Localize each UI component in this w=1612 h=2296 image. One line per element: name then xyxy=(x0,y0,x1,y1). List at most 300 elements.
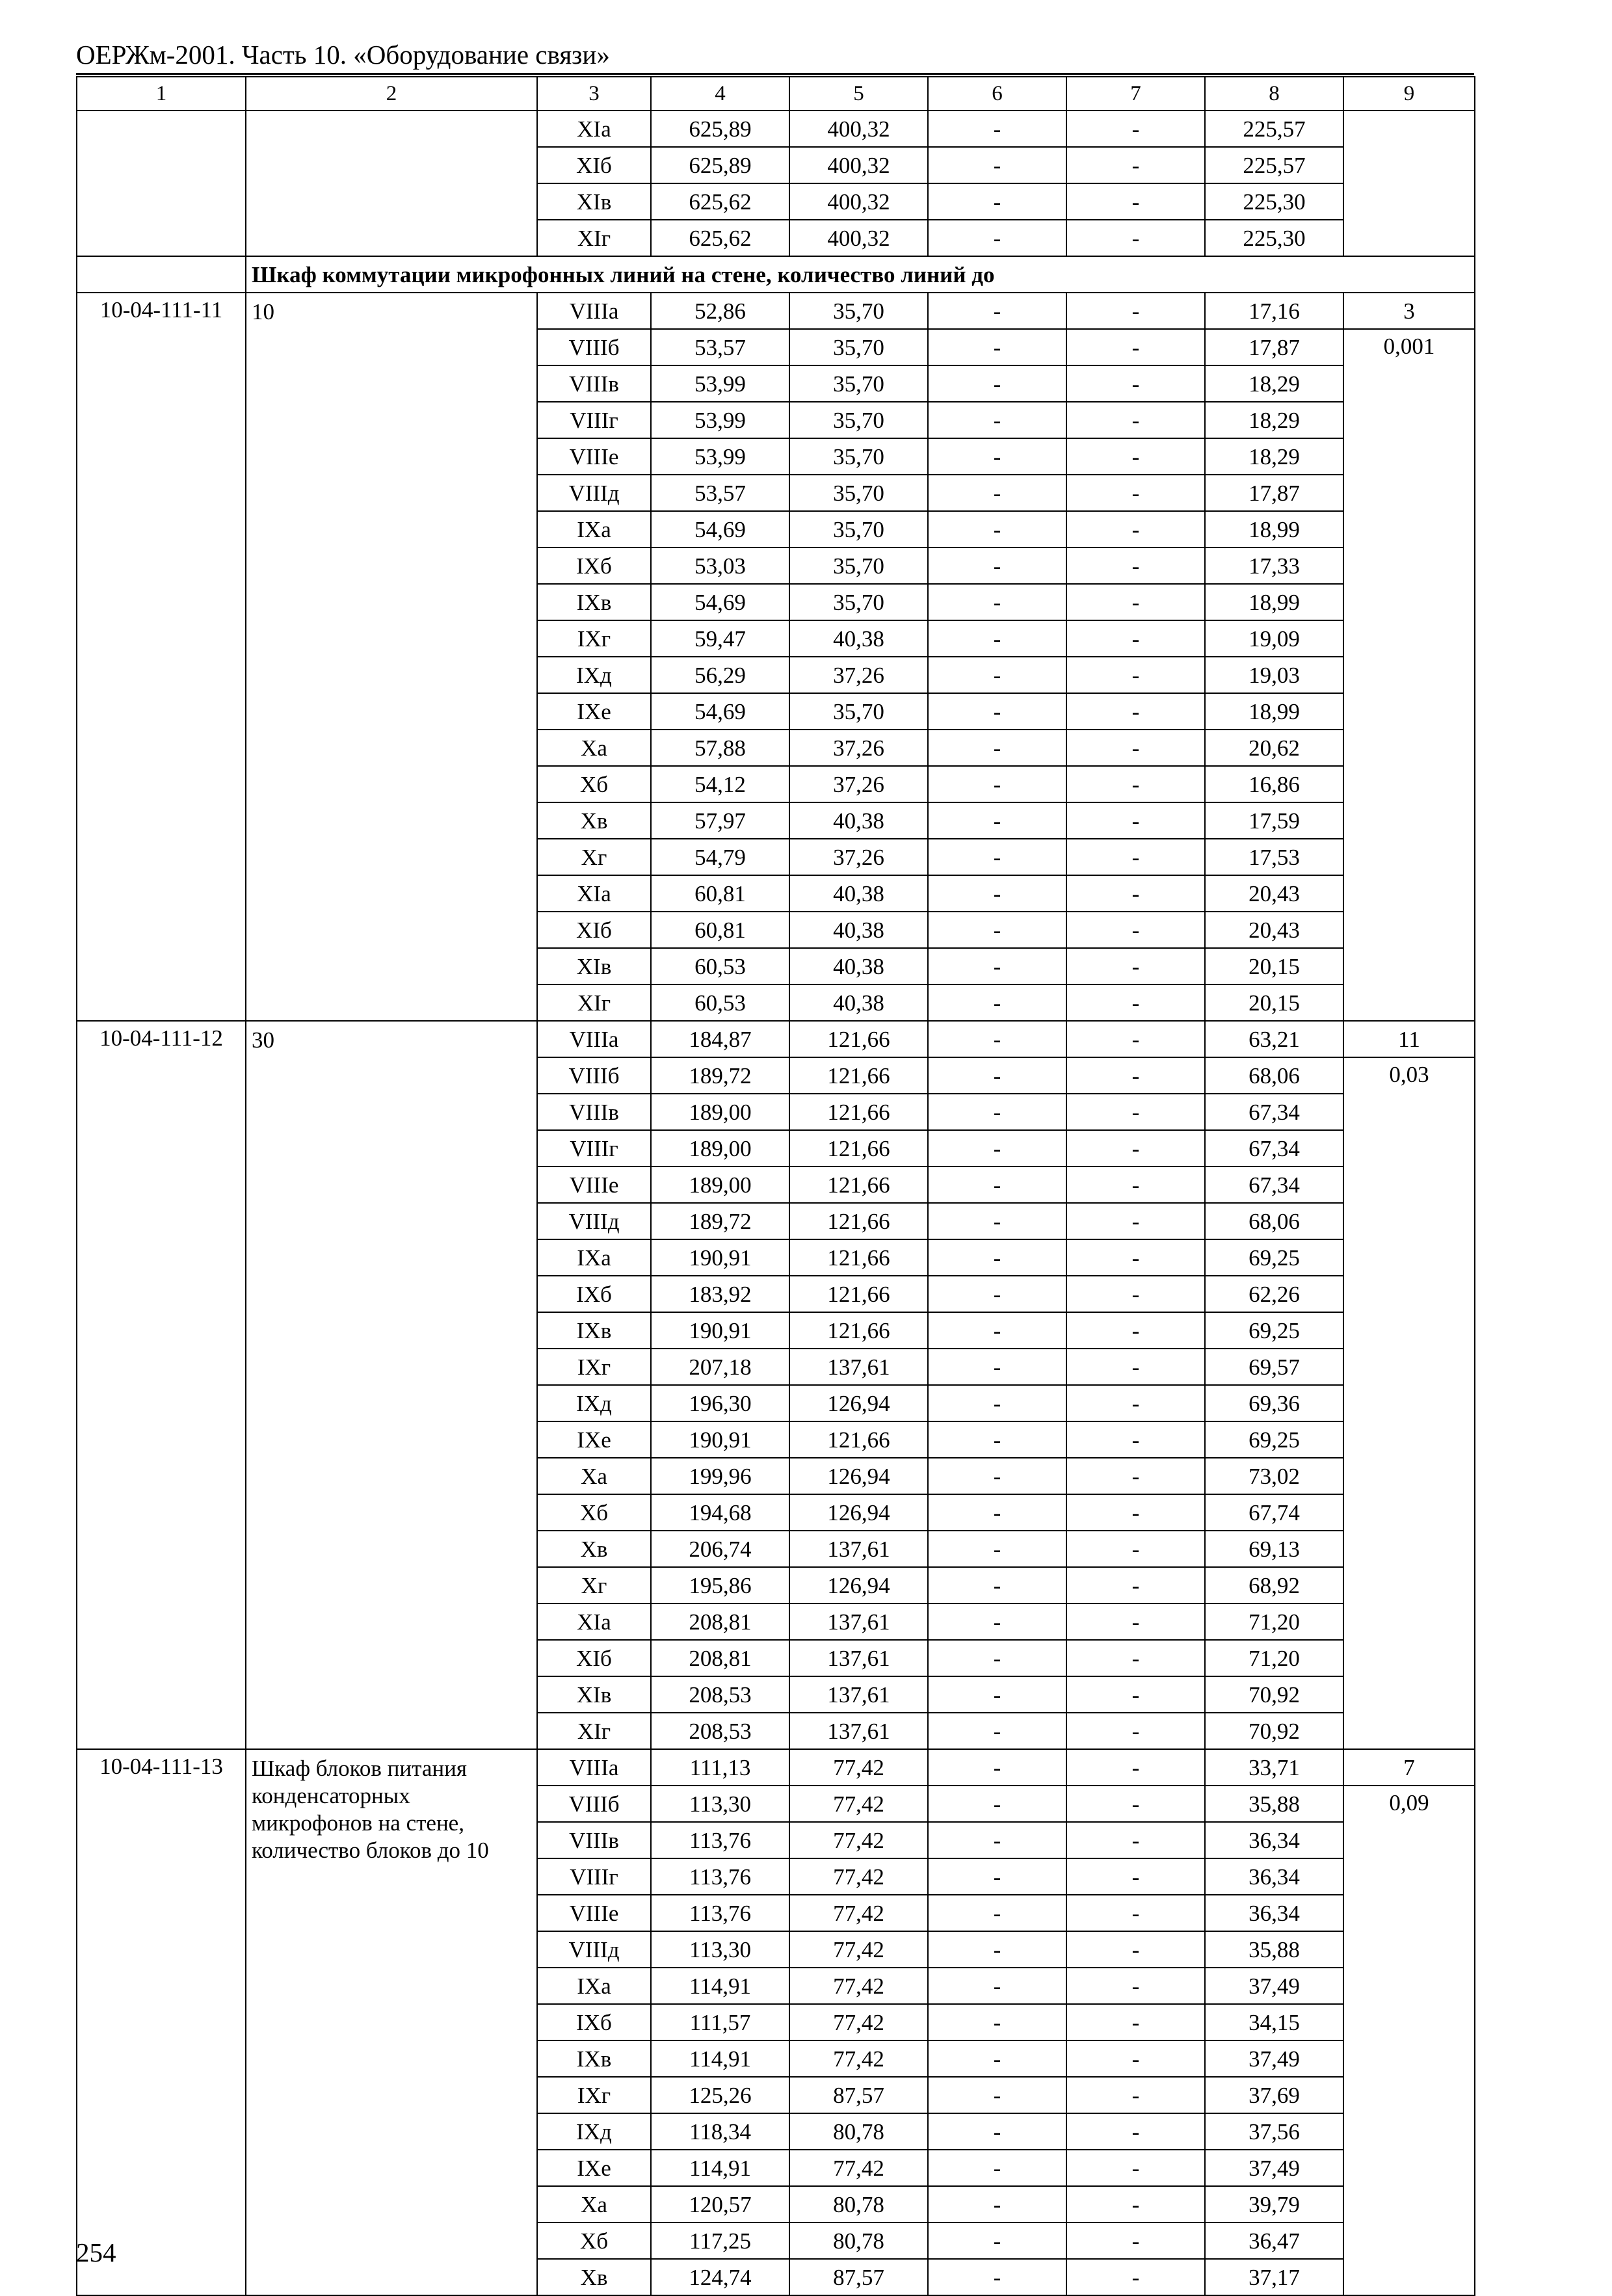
cell-materials: 73,02 xyxy=(1205,1458,1343,1494)
cell-machinist-wages: - xyxy=(1066,1167,1205,1203)
column-number: 5 xyxy=(789,77,928,111)
cell-total-cost: 53,99 xyxy=(651,365,789,402)
cell-wages: 121,66 xyxy=(789,1021,928,1057)
cell-zone: IXб xyxy=(537,548,651,584)
cell-total-cost: 208,81 xyxy=(651,1603,789,1640)
table-row xyxy=(77,1749,1475,1786)
cell-materials: 37,69 xyxy=(1205,2077,1343,2113)
cell-machinist-wages: - xyxy=(1066,1531,1205,1567)
cell-wages: 126,94 xyxy=(789,1385,928,1421)
cell-machinist-wages: - xyxy=(1066,1749,1205,1786)
cell-machine-cost: - xyxy=(928,1057,1066,1094)
cell-machinist-wages: - xyxy=(1066,1239,1205,1276)
estimate-table xyxy=(76,76,1475,2296)
cell-total-cost: 625,62 xyxy=(651,183,789,220)
cell-zone: Xб xyxy=(537,1494,651,1531)
cell-zone: IXв xyxy=(537,1312,651,1349)
cell-machine-cost: - xyxy=(928,948,1066,984)
cell-zone: Xа xyxy=(537,1458,651,1494)
cell-total-cost: 53,99 xyxy=(651,438,789,475)
cell-machinist-wages: - xyxy=(1066,1349,1205,1385)
cell-total-cost: 190,91 xyxy=(651,1421,789,1458)
section-heading-row xyxy=(77,256,1475,293)
cell-materials: 68,06 xyxy=(1205,1203,1343,1239)
table-row xyxy=(77,1021,1475,1057)
cell-machine-cost: - xyxy=(928,511,1066,548)
cell-total-cost: 54,79 xyxy=(651,839,789,875)
cell-machinist-wages: - xyxy=(1066,1312,1205,1349)
cell-machinist-wages: - xyxy=(1066,693,1205,730)
cell-zone: XIв xyxy=(537,183,651,220)
cell-wages: 77,42 xyxy=(789,2004,928,2040)
cell-machine-cost: - xyxy=(928,1786,1066,1822)
cell-machine-cost: - xyxy=(928,1130,1066,1167)
cell-machine-cost: - xyxy=(928,1458,1066,1494)
cell-machine-cost: - xyxy=(928,620,1066,657)
cell-machine-cost: - xyxy=(928,1167,1066,1203)
cell-zone: IXе xyxy=(537,1421,651,1458)
cell-machine-cost: - xyxy=(928,2259,1066,2295)
cell-zone: XIа xyxy=(537,1603,651,1640)
cell-wages: 40,38 xyxy=(789,620,928,657)
cell-materials: 71,20 xyxy=(1205,1640,1343,1676)
cell-machine-cost: - xyxy=(928,1276,1066,1312)
cell-total-cost: 114,91 xyxy=(651,1968,789,2004)
cell-machine-cost: - xyxy=(928,1203,1066,1239)
cell-total-cost: 208,53 xyxy=(651,1713,789,1749)
cell-machine-cost: - xyxy=(928,584,1066,620)
cell-materials: 19,09 xyxy=(1205,620,1343,657)
cell-machine-cost: - xyxy=(928,1385,1066,1421)
cell-zone: XIг xyxy=(537,220,651,256)
cell-zone: IXе xyxy=(537,693,651,730)
cell-total-cost: 113,30 xyxy=(651,1786,789,1822)
cell-materials: 69,25 xyxy=(1205,1312,1343,1349)
cell-machinist-wages: - xyxy=(1066,875,1205,912)
cell-wages: 77,42 xyxy=(789,1786,928,1822)
cell-total-cost: 189,72 xyxy=(651,1203,789,1239)
cell-wages: 40,38 xyxy=(789,875,928,912)
cell-machinist-wages: - xyxy=(1066,438,1205,475)
cell-total-cost: 117,25 xyxy=(651,2223,789,2259)
cell-wages: 35,70 xyxy=(789,438,928,475)
cell-machinist-wages: - xyxy=(1066,766,1205,802)
cell-wages: 37,26 xyxy=(789,657,928,693)
cell-total-cost: 190,91 xyxy=(651,1239,789,1276)
cell-wages: 35,70 xyxy=(789,402,928,438)
cell-wages: 37,26 xyxy=(789,766,928,802)
cell-materials: 225,57 xyxy=(1205,111,1343,147)
cell-total-cost: 60,81 xyxy=(651,912,789,948)
cell-total-cost: 208,53 xyxy=(651,1676,789,1713)
cell-total-cost: 111,57 xyxy=(651,2004,789,2040)
cell-machinist-wages: - xyxy=(1066,475,1205,511)
cell-total-cost: 124,74 xyxy=(651,2259,789,2295)
cell-total-cost: 53,99 xyxy=(651,402,789,438)
cell-total-cost: 189,00 xyxy=(651,1130,789,1167)
cell-zone: XIв xyxy=(537,1676,651,1713)
cell-total-cost: 60,53 xyxy=(651,948,789,984)
cell-total-cost: 125,26 xyxy=(651,2077,789,2113)
cell-materials: 225,30 xyxy=(1205,183,1343,220)
cell-total-cost: 184,87 xyxy=(651,1021,789,1057)
cell-wages: 80,78 xyxy=(789,2113,928,2150)
cell-wages: 137,61 xyxy=(789,1713,928,1749)
cell-zone: XIг xyxy=(537,984,651,1021)
column-number: 9 xyxy=(1343,77,1475,111)
cell-zone: VIIIб xyxy=(537,329,651,365)
cell-zone: IXд xyxy=(537,2113,651,2150)
cell-zone: VIIIа xyxy=(537,1021,651,1057)
cell-wages: 80,78 xyxy=(789,2223,928,2259)
cell-materials: 20,62 xyxy=(1205,730,1343,766)
cell-machinist-wages: - xyxy=(1066,1385,1205,1421)
cell-materials: 18,99 xyxy=(1205,584,1343,620)
cell-machinist-wages: - xyxy=(1066,1276,1205,1312)
cell-machine-cost: - xyxy=(928,2113,1066,2150)
cell-zone: VIIIг xyxy=(537,402,651,438)
cell-zone: XIб xyxy=(537,912,651,948)
cell-machinist-wages: - xyxy=(1066,1021,1205,1057)
cell-col9-value: 7 xyxy=(1343,1749,1475,1786)
cell-machinist-wages: - xyxy=(1066,2113,1205,2150)
cell-materials: 18,29 xyxy=(1205,365,1343,402)
cell-materials: 20,15 xyxy=(1205,948,1343,984)
cell-wages: 77,42 xyxy=(789,1822,928,1858)
cell-total-cost: 208,81 xyxy=(651,1640,789,1676)
cell-total-cost: 53,03 xyxy=(651,548,789,584)
cell-machinist-wages: - xyxy=(1066,365,1205,402)
cell-zone: Xг xyxy=(537,839,651,875)
cell-wages: 77,42 xyxy=(789,1749,928,1786)
cell-machinist-wages: - xyxy=(1066,1458,1205,1494)
cell-machinist-wages: - xyxy=(1066,984,1205,1021)
cell-machinist-wages: - xyxy=(1066,1203,1205,1239)
cell-zone: VIIIе xyxy=(537,1167,651,1203)
cell-zone: XIб xyxy=(537,1640,651,1676)
cell-zone: IXв xyxy=(537,2040,651,2077)
cell-machinist-wages: - xyxy=(1066,183,1205,220)
cell-wages: 77,42 xyxy=(789,2040,928,2077)
cell-total-cost: 54,12 xyxy=(651,766,789,802)
cell-materials: 67,34 xyxy=(1205,1094,1343,1130)
cell-machine-cost: - xyxy=(928,1676,1066,1713)
cell-machine-cost: - xyxy=(928,548,1066,584)
cell-zone: VIIIб xyxy=(537,1786,651,1822)
cell-machine-cost: - xyxy=(928,183,1066,220)
cell-machinist-wages: - xyxy=(1066,111,1205,147)
cell-zone: XIа xyxy=(537,111,651,147)
cell-total-cost: 54,69 xyxy=(651,584,789,620)
cell-materials: 69,13 xyxy=(1205,1531,1343,1567)
cell-total-cost: 113,76 xyxy=(651,1895,789,1931)
cell-total-cost: 59,47 xyxy=(651,620,789,657)
cell-zone: XIв xyxy=(537,948,651,984)
cell-materials: 37,56 xyxy=(1205,2113,1343,2150)
cell-total-cost: 53,57 xyxy=(651,475,789,511)
cell-total-cost: 195,86 xyxy=(651,1567,789,1603)
cell-wages: 40,38 xyxy=(789,802,928,839)
cell-machine-cost: - xyxy=(928,1603,1066,1640)
cell-col9-value: 0,001 xyxy=(1343,329,1475,1021)
cell-total-cost: 206,74 xyxy=(651,1531,789,1567)
cell-wages: 121,66 xyxy=(789,1130,928,1167)
cell-total-cost: 625,89 xyxy=(651,147,789,183)
cell-wages: 37,26 xyxy=(789,730,928,766)
cell-machine-cost: - xyxy=(928,1239,1066,1276)
cell-zone: IXд xyxy=(537,657,651,693)
cell-code: 10-04-111-13 xyxy=(77,1749,246,2295)
cell-wages: 40,38 xyxy=(789,984,928,1021)
cell-machine-cost: - xyxy=(928,1312,1066,1349)
cell-total-cost: 207,18 xyxy=(651,1349,789,1385)
cell-total-cost: 57,88 xyxy=(651,730,789,766)
cell-name: Шкаф блоков питания конденсаторных микрофонов на стене, количество блоков до 10 xyxy=(246,1749,537,2295)
cell-materials: 69,25 xyxy=(1205,1239,1343,1276)
cell-zone: IXа xyxy=(537,1239,651,1276)
cell-zone: VIIIг xyxy=(537,1858,651,1895)
cell-name: 30 xyxy=(246,1021,537,1749)
cell-machine-cost: - xyxy=(928,657,1066,693)
cell-zone: XIб xyxy=(537,147,651,183)
cell-name: 10 xyxy=(246,293,537,1021)
cell-machinist-wages: - xyxy=(1066,584,1205,620)
cell-machine-cost: - xyxy=(928,1968,1066,2004)
cell-machinist-wages: - xyxy=(1066,948,1205,984)
cell-zone: IXе xyxy=(537,2150,651,2186)
cell-machinist-wages: - xyxy=(1066,839,1205,875)
cell-total-cost: 189,72 xyxy=(651,1057,789,1094)
header-rule xyxy=(76,73,1474,75)
cell-machinist-wages: - xyxy=(1066,220,1205,256)
cell-machine-cost: - xyxy=(928,402,1066,438)
cell-zone: IXб xyxy=(537,1276,651,1312)
cell-materials: 17,33 xyxy=(1205,548,1343,584)
column-number: 8 xyxy=(1205,77,1343,111)
cell-wages: 35,70 xyxy=(789,693,928,730)
cell-machinist-wages: - xyxy=(1066,1567,1205,1603)
cell-total-cost: 625,89 xyxy=(651,111,789,147)
cell-machinist-wages: - xyxy=(1066,802,1205,839)
cell-wages: 400,32 xyxy=(789,183,928,220)
cell-name-empty xyxy=(246,111,537,256)
page-number: 254 xyxy=(76,2237,116,2267)
cell-zone: VIIIе xyxy=(537,1895,651,1931)
column-number: 4 xyxy=(651,77,789,111)
cell-materials: 36,34 xyxy=(1205,1895,1343,1931)
cell-col9-value: 3 xyxy=(1343,293,1475,329)
cell-machinist-wages: - xyxy=(1066,912,1205,948)
cell-machine-cost: - xyxy=(928,1931,1066,1968)
cell-materials: 33,71 xyxy=(1205,1749,1343,1786)
cell-machine-cost: - xyxy=(928,1895,1066,1931)
cell-zone: Xа xyxy=(537,730,651,766)
cell-machinist-wages: - xyxy=(1066,1494,1205,1531)
cell-machinist-wages: - xyxy=(1066,147,1205,183)
cell-materials: 67,34 xyxy=(1205,1167,1343,1203)
cell-zone: VIIIб xyxy=(537,1057,651,1094)
cell-machine-cost: - xyxy=(928,839,1066,875)
cell-wages: 121,66 xyxy=(789,1094,928,1130)
cell-materials: 20,43 xyxy=(1205,912,1343,948)
cell-machine-cost: - xyxy=(928,2223,1066,2259)
cell-wages: 121,66 xyxy=(789,1203,928,1239)
cell-materials: 70,92 xyxy=(1205,1676,1343,1713)
cell-machine-cost: - xyxy=(928,1494,1066,1531)
cell-zone: Xб xyxy=(537,766,651,802)
cell-materials: 35,88 xyxy=(1205,1786,1343,1822)
cell-wages: 126,94 xyxy=(789,1458,928,1494)
cell-materials: 18,29 xyxy=(1205,438,1343,475)
table-row xyxy=(77,293,1475,329)
cell-machinist-wages: - xyxy=(1066,730,1205,766)
cell-machine-cost: - xyxy=(928,2150,1066,2186)
cell-wages: 35,70 xyxy=(789,365,928,402)
cell-machine-cost: - xyxy=(928,365,1066,402)
cell-machine-cost: - xyxy=(928,2004,1066,2040)
cell-wages: 137,61 xyxy=(789,1349,928,1385)
cell-zone: Xг xyxy=(537,1567,651,1603)
cell-machinist-wages: - xyxy=(1066,511,1205,548)
cell-col9-empty xyxy=(1343,111,1475,256)
cell-machine-cost: - xyxy=(928,2040,1066,2077)
cell-machine-cost: - xyxy=(928,1567,1066,1603)
cell-wages: 77,42 xyxy=(789,1968,928,2004)
cell-machine-cost: - xyxy=(928,766,1066,802)
cell-total-cost: 57,97 xyxy=(651,802,789,839)
cell-machine-cost: - xyxy=(928,912,1066,948)
cell-materials: 18,99 xyxy=(1205,511,1343,548)
column-number: 2 xyxy=(246,77,537,111)
cell-machine-cost: - xyxy=(928,475,1066,511)
cell-zone: VIIIе xyxy=(537,438,651,475)
cell-materials: 19,03 xyxy=(1205,657,1343,693)
cell-machinist-wages: - xyxy=(1066,1822,1205,1858)
cell-machinist-wages: - xyxy=(1066,2223,1205,2259)
column-number: 7 xyxy=(1066,77,1205,111)
cell-total-cost: 54,69 xyxy=(651,511,789,548)
cell-zone: Xб xyxy=(537,2223,651,2259)
cell-zone: IXг xyxy=(537,1349,651,1385)
cell-wages: 121,66 xyxy=(789,1276,928,1312)
cell-total-cost: 199,96 xyxy=(651,1458,789,1494)
cell-machine-cost: - xyxy=(928,1531,1066,1567)
cell-wages: 121,66 xyxy=(789,1167,928,1203)
cell-machine-cost: - xyxy=(928,1421,1066,1458)
cell-code-empty xyxy=(77,111,246,256)
cell-machinist-wages: - xyxy=(1066,1713,1205,1749)
column-number: 1 xyxy=(77,77,246,111)
cell-materials: 67,74 xyxy=(1205,1494,1343,1531)
cell-total-cost: 52,86 xyxy=(651,293,789,329)
cell-materials: 70,92 xyxy=(1205,1713,1343,1749)
cell-wages: 80,78 xyxy=(789,2186,928,2223)
cell-machinist-wages: - xyxy=(1066,1895,1205,1931)
cell-total-cost: 54,69 xyxy=(651,693,789,730)
cell-total-cost: 190,91 xyxy=(651,1312,789,1349)
cell-zone: Xв xyxy=(537,2259,651,2295)
cell-materials: 69,36 xyxy=(1205,1385,1343,1421)
cell-total-cost: 183,92 xyxy=(651,1276,789,1312)
cell-total-cost: 114,91 xyxy=(651,2040,789,2077)
cell-machinist-wages: - xyxy=(1066,548,1205,584)
cell-materials: 37,17 xyxy=(1205,2259,1343,2295)
cell-zone: IXд xyxy=(537,1385,651,1421)
cell-materials: 18,29 xyxy=(1205,402,1343,438)
cell-wages: 121,66 xyxy=(789,1421,928,1458)
cell-zone: IXа xyxy=(537,1968,651,2004)
cell-machinist-wages: - xyxy=(1066,1057,1205,1094)
cell-machinist-wages: - xyxy=(1066,1421,1205,1458)
cell-wages: 77,42 xyxy=(789,1931,928,1968)
cell-col9-value: 0,03 xyxy=(1343,1057,1475,1749)
cell-wages: 35,70 xyxy=(789,548,928,584)
cell-code: 10-04-111-12 xyxy=(77,1021,246,1749)
cell-machinist-wages: - xyxy=(1066,2186,1205,2223)
cell-materials: 17,16 xyxy=(1205,293,1343,329)
cell-zone: VIIIд xyxy=(537,475,651,511)
cell-zone: IXг xyxy=(537,2077,651,2113)
cell-machine-cost: - xyxy=(928,875,1066,912)
cell-materials: 69,25 xyxy=(1205,1421,1343,1458)
section-code-empty xyxy=(77,256,246,293)
cell-total-cost: 114,91 xyxy=(651,2150,789,2186)
cell-materials: 69,57 xyxy=(1205,1349,1343,1385)
cell-zone: VIIIа xyxy=(537,1749,651,1786)
cell-machinist-wages: - xyxy=(1066,1858,1205,1895)
cell-machine-cost: - xyxy=(928,111,1066,147)
cell-materials: 16,86 xyxy=(1205,766,1343,802)
cell-zone: Xв xyxy=(537,802,651,839)
cell-machine-cost: - xyxy=(928,1349,1066,1385)
cell-machinist-wages: - xyxy=(1066,2004,1205,2040)
cell-wages: 40,38 xyxy=(789,948,928,984)
column-number: 3 xyxy=(537,77,651,111)
cell-materials: 17,59 xyxy=(1205,802,1343,839)
cell-machinist-wages: - xyxy=(1066,1968,1205,2004)
cell-total-cost: 111,13 xyxy=(651,1749,789,1786)
cell-zone: VIIIв xyxy=(537,1822,651,1858)
cell-wages: 121,66 xyxy=(789,1312,928,1349)
cell-materials: 18,99 xyxy=(1205,693,1343,730)
cell-machinist-wages: - xyxy=(1066,1640,1205,1676)
cell-total-cost: 189,00 xyxy=(651,1094,789,1130)
section-title: Шкаф коммутации микрофонных линий на стене, количество линий до xyxy=(246,256,1475,293)
cell-materials: 37,49 xyxy=(1205,2150,1343,2186)
cell-zone: VIIIг xyxy=(537,1130,651,1167)
cell-machine-cost: - xyxy=(928,2186,1066,2223)
cell-materials: 37,49 xyxy=(1205,1968,1343,2004)
cell-wages: 35,70 xyxy=(789,584,928,620)
cell-machine-cost: - xyxy=(928,2077,1066,2113)
cell-materials: 20,43 xyxy=(1205,875,1343,912)
cell-materials: 63,21 xyxy=(1205,1021,1343,1057)
cell-col9-value: 0,09 xyxy=(1343,1786,1475,2295)
cell-total-cost: 120,57 xyxy=(651,2186,789,2223)
cell-wages: 126,94 xyxy=(789,1567,928,1603)
cell-machinist-wages: - xyxy=(1066,657,1205,693)
cell-zone: XIг xyxy=(537,1713,651,1749)
cell-zone: Xа xyxy=(537,2186,651,2223)
cell-machinist-wages: - xyxy=(1066,2040,1205,2077)
cell-wages: 35,70 xyxy=(789,475,928,511)
cell-materials: 34,15 xyxy=(1205,2004,1343,2040)
cell-wages: 121,66 xyxy=(789,1057,928,1094)
cell-wages: 400,32 xyxy=(789,147,928,183)
cell-machine-cost: - xyxy=(928,329,1066,365)
cell-total-cost: 60,53 xyxy=(651,984,789,1021)
cell-wages: 400,32 xyxy=(789,111,928,147)
